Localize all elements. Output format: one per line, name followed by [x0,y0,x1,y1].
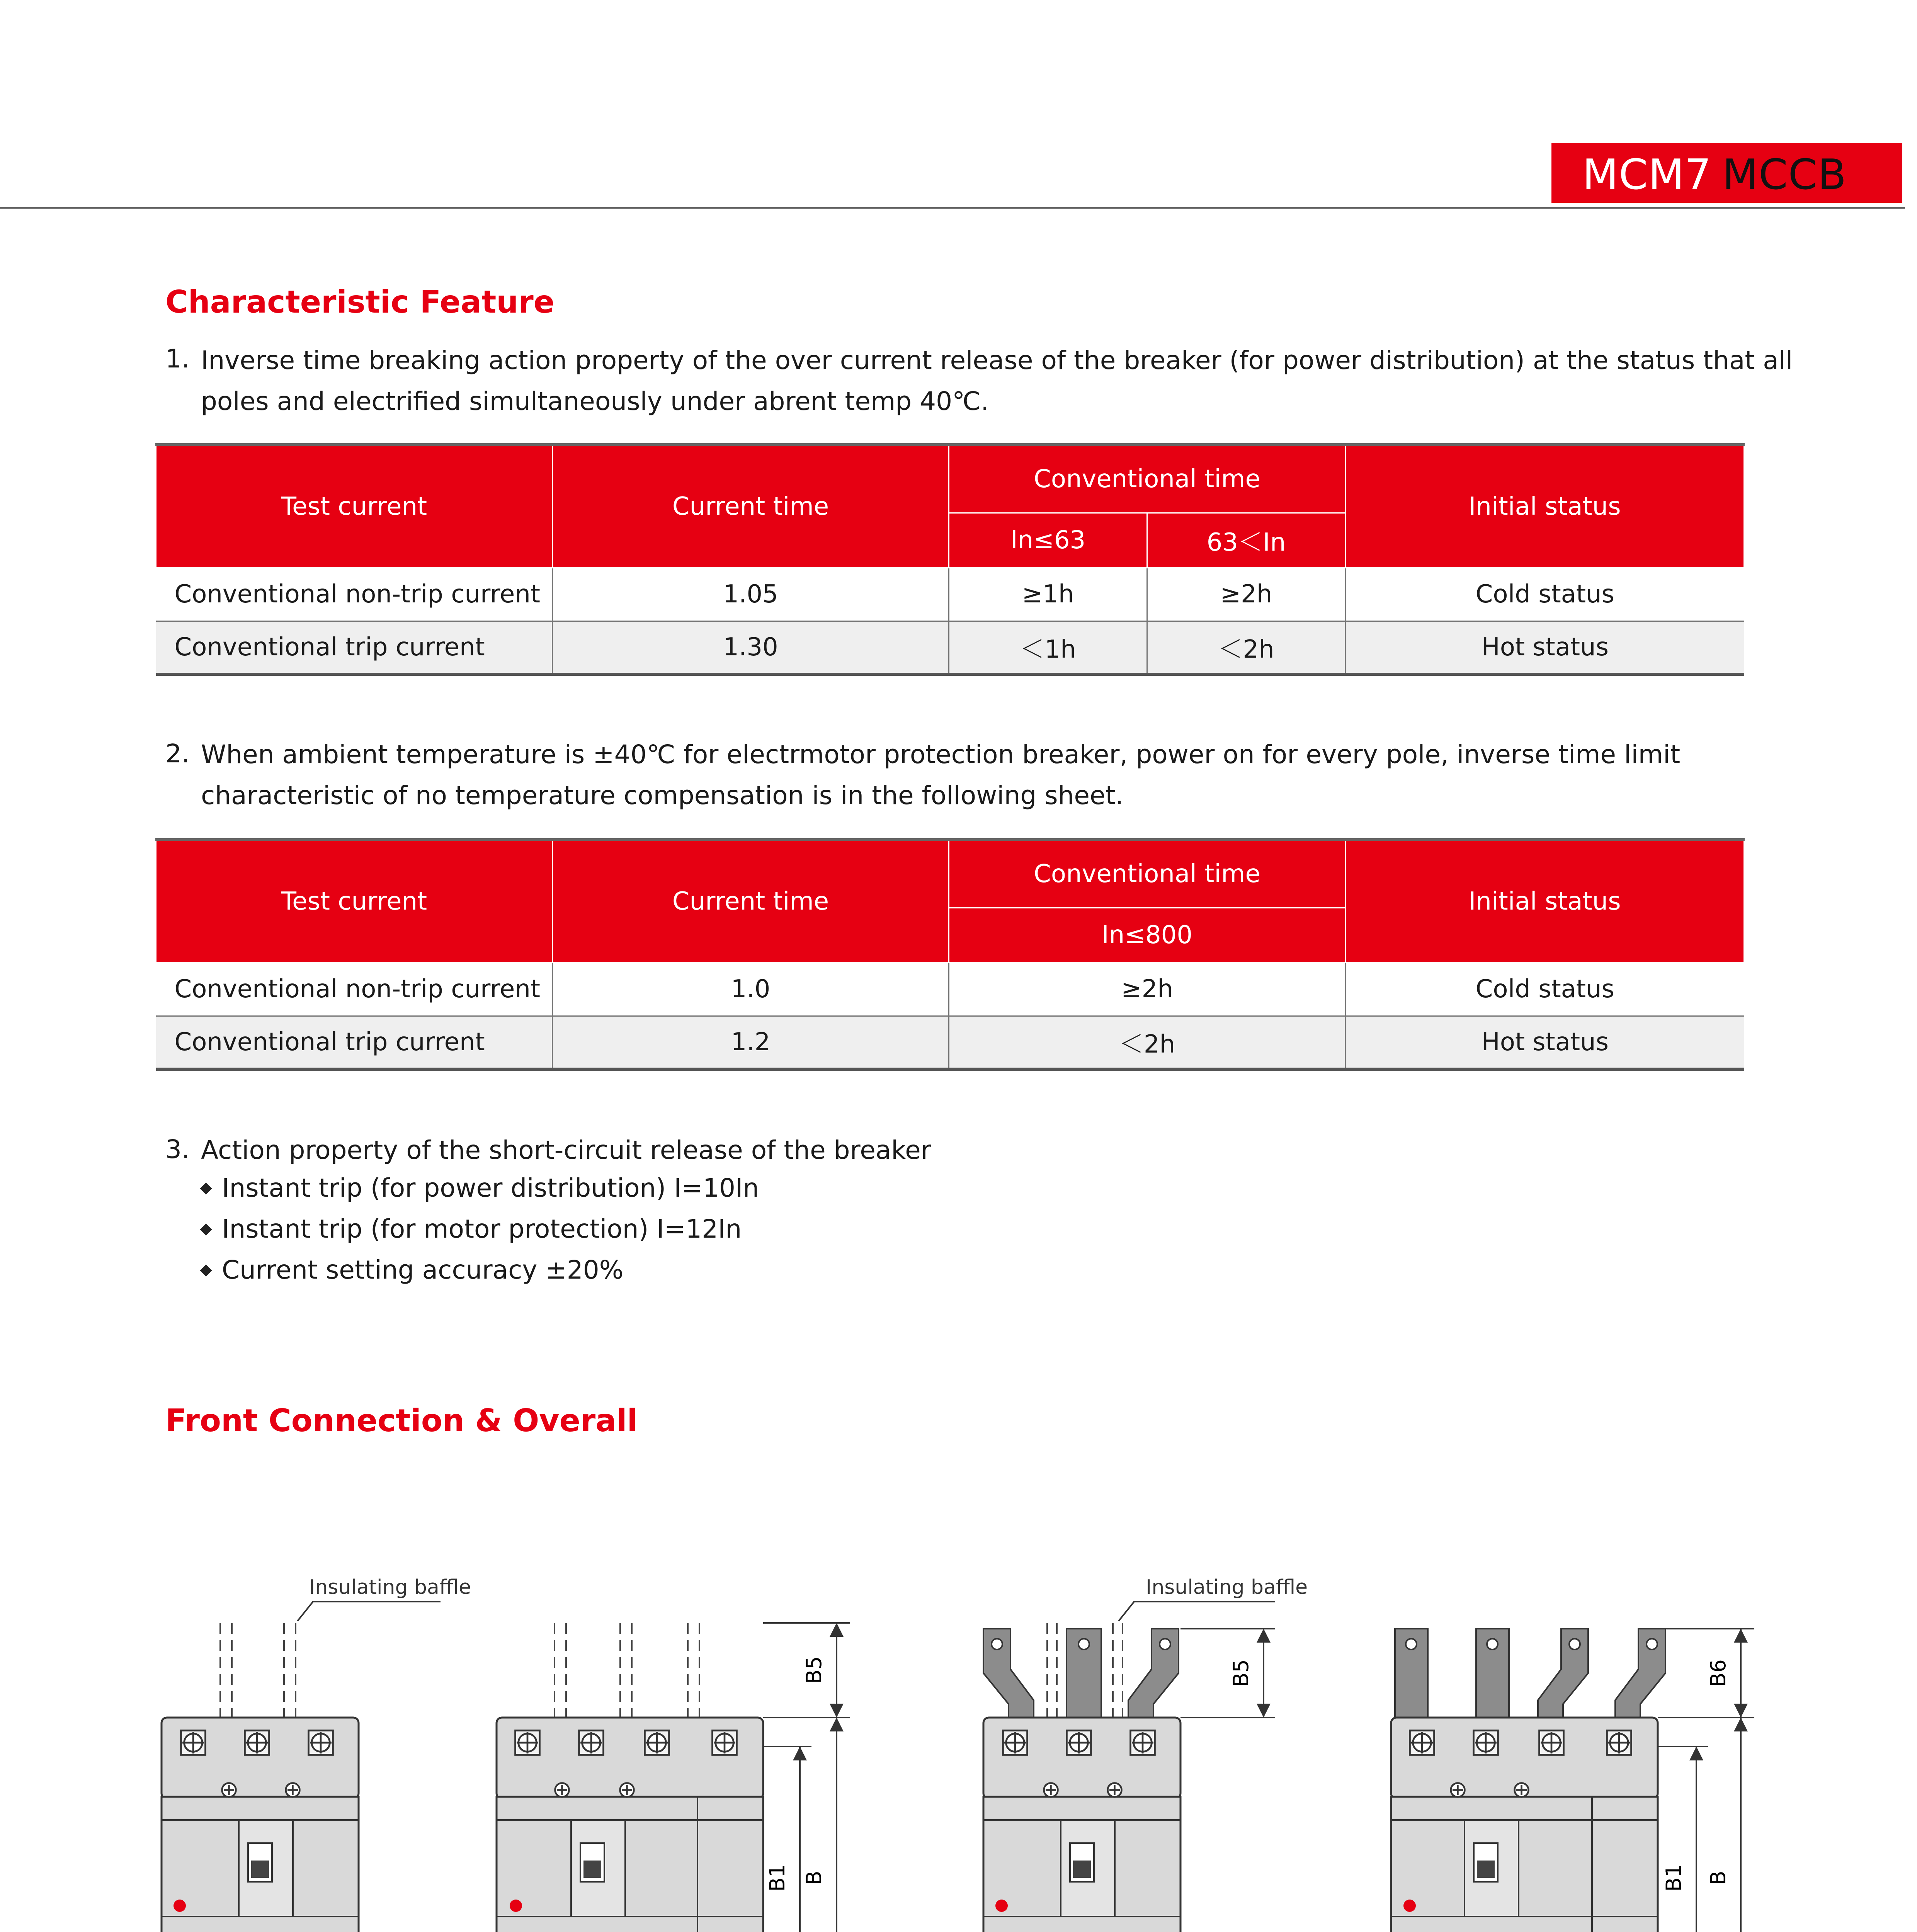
diagram-3p-extended [983,1576,1308,1932]
section-title-front-connection: Front Connection & Overall [165,1403,638,1439]
t2-r2-name: Conventional trip current [156,1016,553,1069]
diagram-3p-front [162,1576,471,1932]
item-1-line-2: poles and electrified simultaneously under abrent temp 40℃. [201,386,989,416]
diagram-4p-extended [1391,1629,1754,1932]
item-3-number: 3. [165,1134,190,1164]
item-2-line-2: characteristic of no temperature compensation is in the following sheet. [201,781,1124,810]
t1-r2-name: Conventional trip current [156,621,553,674]
d3-baffle-label: Insulating baffle [1146,1576,1308,1599]
d3-dim-b5: B5 [1229,1659,1253,1687]
item-1-number: 1. [165,344,190,374]
t1-r2-status: Hot status [1345,621,1744,674]
item-2-line-1: When ambient temperature is ±40℃ for electrmotor protection breaker, power on for every pole, inverse time limit [201,740,1681,769]
header-product: MCM7 [1582,151,1712,199]
t2-header-test-current: Test current [156,840,553,963]
t1-header-conventional-time: Conventional time [949,445,1345,513]
t2-r1-status: Cold status [1345,963,1744,1016]
t2-r2-status: Hot status [1345,1016,1744,1069]
bullet-item: Instant trip (for motor protection) I=12In [202,1214,742,1244]
t2-r1-name: Conventional non-trip current [156,963,553,1016]
bullet-item: Instant trip (for power distribution) I=10In [202,1173,759,1203]
t1-header-current-time: Current time [553,445,949,568]
t1-r1-c1: ≥1h [949,568,1147,621]
item-3-text: Action property of the short-circuit release of the breaker [201,1135,931,1165]
t1-header-sub2: 63＜In [1147,513,1345,568]
bullet-item: Current setting accuracy ±20% [202,1255,623,1285]
t1-r1-name: Conventional non-trip current [156,568,553,621]
item-2-number: 2. [165,739,190,769]
section-title-characteristic: Characteristic Feature [165,284,555,320]
t1-r2-time: 1.30 [553,621,949,674]
d4-dim-b: B [1706,1871,1730,1885]
t1-r2-c1: ＜1h [949,621,1147,674]
item-1-line-1: Inverse time breaking action property of the over current release of the breaker (for power distribution) at the status that all [201,345,1793,375]
t1-r1-status: Cold status [1345,568,1744,621]
t1-header-sub1: In≤63 [949,513,1147,568]
t2-header-conventional-time: Conventional time [949,840,1345,908]
d4-dim-b1: B1 [1662,1864,1686,1892]
t2-r1-c1: ≥2h [949,963,1345,1016]
t2-header-current-time: Current time [553,840,949,963]
t2-header-sub1: In≤800 [949,908,1345,963]
t1-header-initial-status: Initial status [1345,445,1744,568]
t2-r1-time: 1.0 [553,963,949,1016]
d2-dim-b: B [802,1871,826,1885]
diagram-4p-front [497,1623,850,1932]
header-category: MCCB [1722,151,1847,199]
t1-r1-time: 1.05 [553,568,949,621]
t2-r2-time: 1.2 [553,1016,949,1069]
d2-dim-b1: B1 [765,1864,789,1892]
t1-r2-c2: ＜2h [1147,621,1345,674]
t1-header-test-current: Test current [156,445,553,568]
d4-dim-b6: B6 [1706,1659,1730,1687]
t2-header-initial-status: Initial status [1345,840,1744,963]
t2-r2-c1: ＜2h [949,1016,1345,1069]
t1-r1-c2: ≥2h [1147,568,1345,621]
d1-baffle-label: Insulating baffle [309,1576,471,1599]
d2-dim-b5: B5 [802,1656,826,1684]
